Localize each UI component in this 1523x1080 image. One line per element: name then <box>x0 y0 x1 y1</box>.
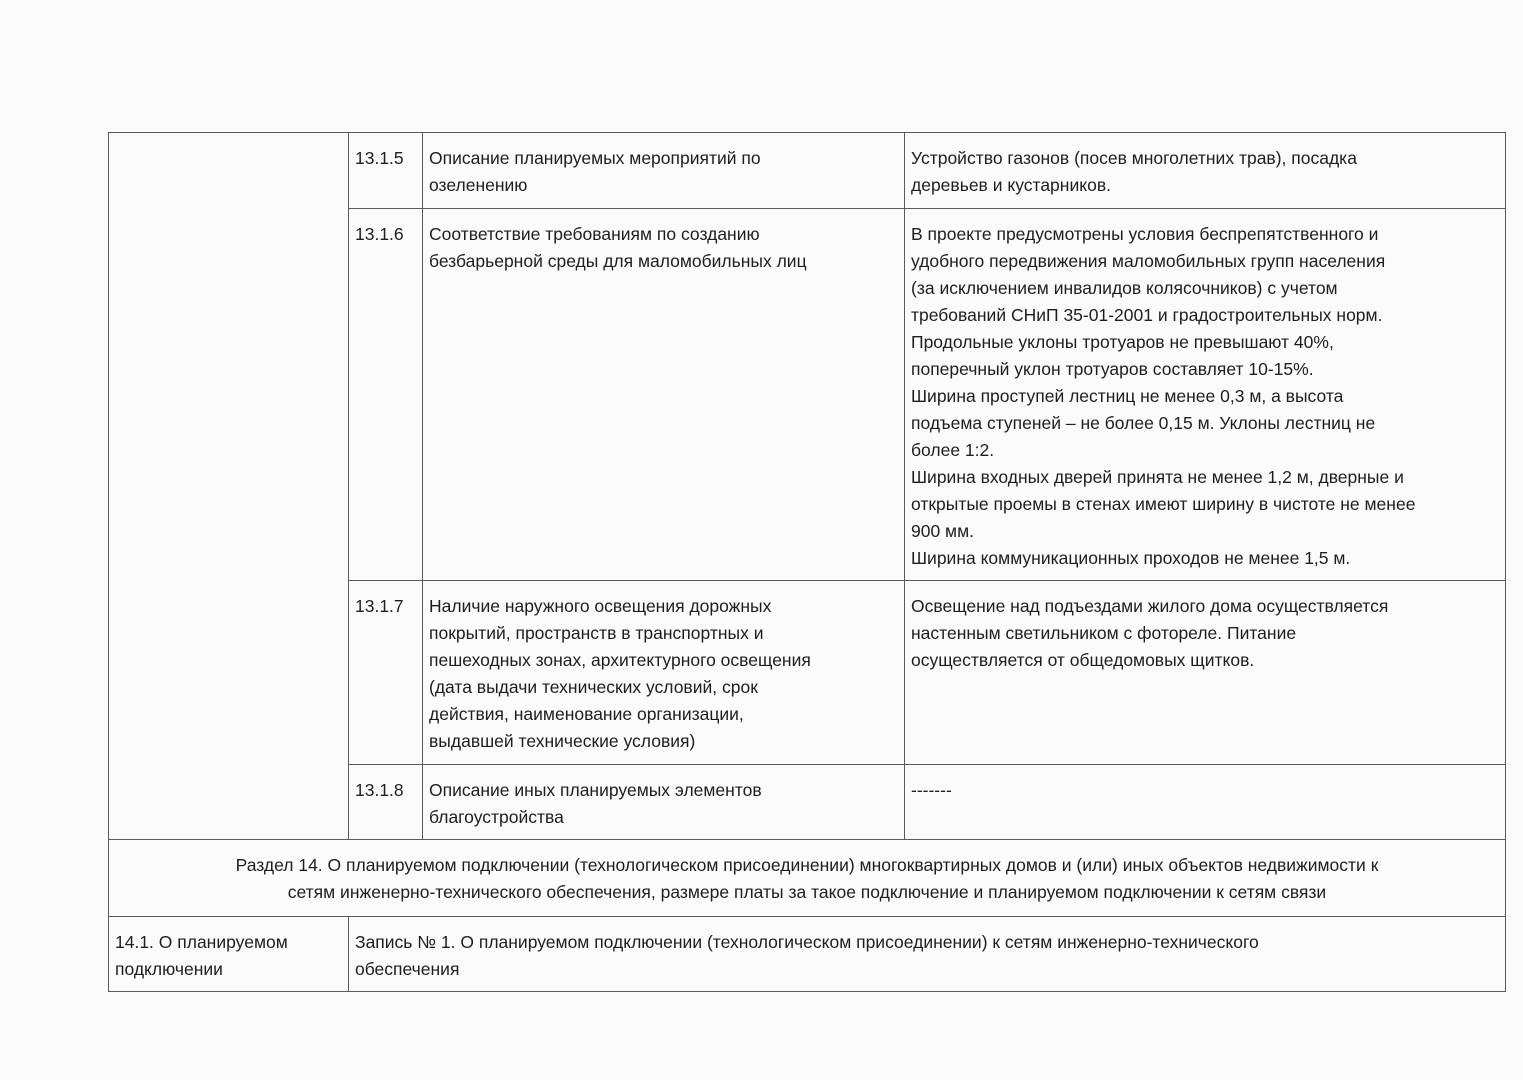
item-value: Освещение над подъездами жилого дома осуществляется настенным светильником с фотореле. Питание осуществляется от общедомовых щитков. <box>905 581 1506 765</box>
table-row <box>109 917 1506 992</box>
document-table <box>108 132 1506 992</box>
subsection-value: Запись № 1. О планируемом подключении (технологическом присоединении) к сетям инженерно-технического обеспечения <box>349 917 1506 992</box>
item-label: Наличие наружного освещения дорожных покрытий, пространств в транспортных и пешеходных зонах, архитектурного освещения (дата выдачи технических условий, срок действия, наименование организации, выдавшей технические условия) <box>423 581 905 765</box>
section-13-group-cell <box>109 133 349 840</box>
item-label: Описание планируемых мероприятий по озеленению <box>423 133 905 209</box>
item-value: В проекте предусмотрены условия беспрепятственного и удобного передвижения маломобильных групп населения (за исключением инвалидов колясочников) с учетом требований СНиП 35-01-2001 и градостроительных норм. Продольные уклоны тротуаров не превышают 40%, поперечный уклон тротуаров составляет 10-15%. Ширина проступей лестниц не менее 0,3 м, а высота подъема ступеней – не более 0,15 м. Уклоны лестниц не более 1:2. Ширина входных дверей принята не менее 1,2 м, дверные и открытые проемы в стенах имеют ширину в чистоте не менее 900 мм. Ширина коммуникационных проходов не менее 1,5 м. <box>905 209 1506 581</box>
section-header-row <box>109 840 1506 917</box>
item-value: ------- <box>905 765 1506 840</box>
table-row <box>109 133 1506 209</box>
item-value: Устройство газонов (посев многолетних трав), посадка деревьев и кустарников. <box>905 133 1506 209</box>
section-14-title: Раздел 14. О планируемом подключении (технологическом присоединении) многоквартирных домов и (или) иных объектов недвижимости к сетям инженерно-технического обеспечения, размере платы за такое подключение и планируемом подключении к сетям связи <box>109 840 1506 917</box>
item-number: 13.1.7 <box>349 581 423 765</box>
subsection-label: 14.1. О планируемом подключении <box>109 917 349 992</box>
item-number: 13.1.6 <box>349 209 423 581</box>
item-label: Описание иных планируемых элементов благоустройства <box>423 765 905 840</box>
item-label: Соответствие требованиям по созданию безбарьерной среды для маломобильных лиц <box>423 209 905 581</box>
item-number: 13.1.8 <box>349 765 423 840</box>
item-number: 13.1.5 <box>349 133 423 209</box>
